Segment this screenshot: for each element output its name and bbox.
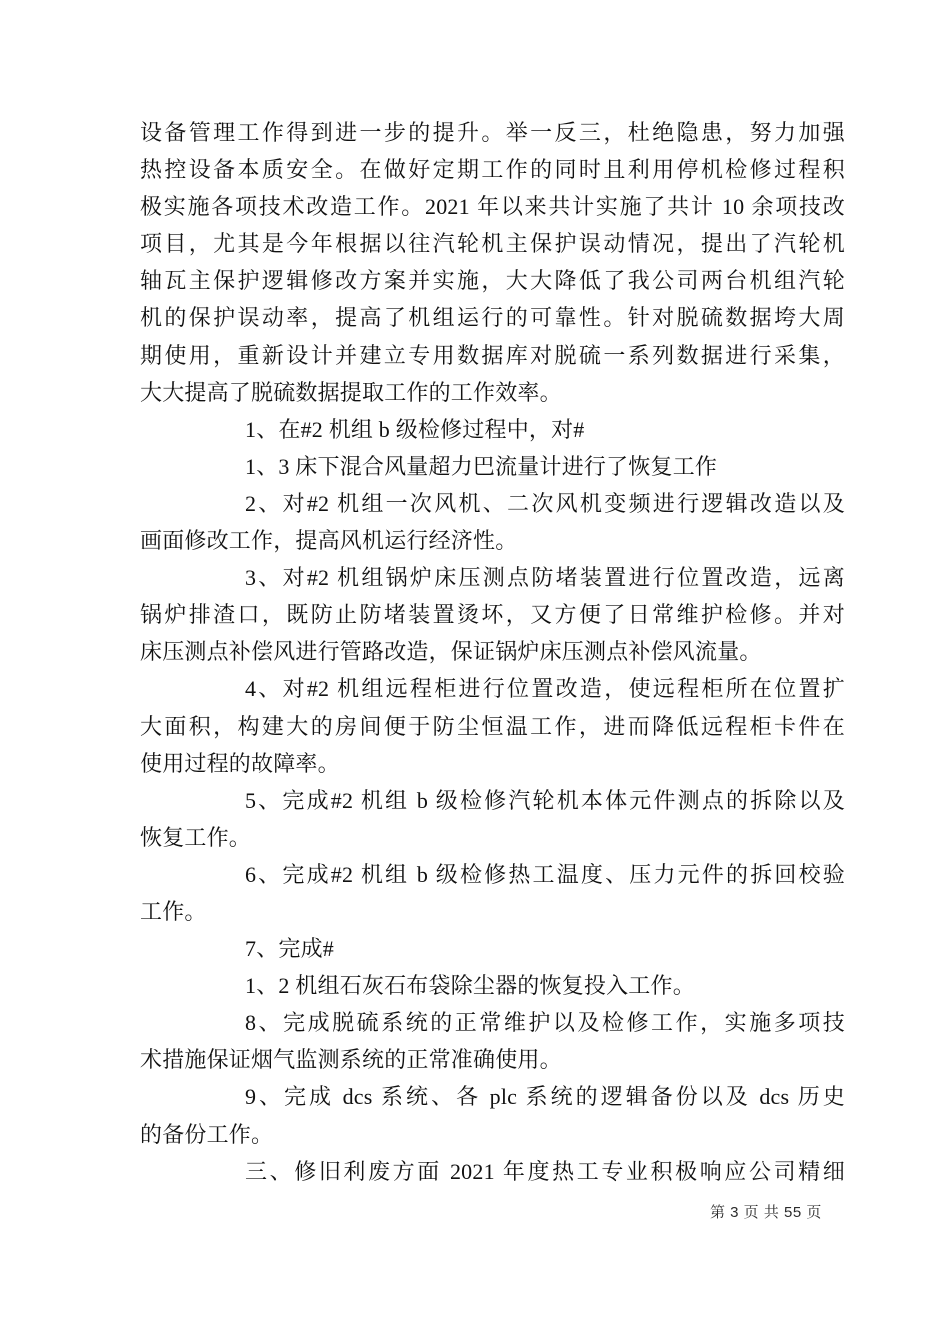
document-body — [140, 114, 845, 1190]
list-item: 9、完成 dcs 系统、各 plc 系统的逻辑备份以及 dcs 历史 — [245, 1084, 845, 1110]
page-number: 第 3 页 共 55 页 — [710, 1204, 822, 1221]
list-item: 5、完成#2 机组 b 级检修汽轮机本体元件测点的拆除以及 — [245, 787, 845, 813]
text-line: 热控设备本质安全。在做好定期工作的同时且利用停机检修过程积 — [140, 157, 845, 183]
text-line: 床压测点补偿风进行管路改造，保证锅炉床压测点补偿风流量。 — [140, 639, 762, 665]
text-line: 术措施保证烟气监测系统的正常准确使用。 — [140, 1047, 562, 1073]
text-line: 大大提高了脱硫数据提取工作的工作效率。 — [140, 379, 562, 405]
list-item: 1、2 机组石灰石布袋除尘器的恢复投入工作。 — [245, 973, 695, 999]
text-line: 极实施各项技术改造工作。2021 年以来共计实施了共计 10 余项技改 — [140, 194, 845, 220]
list-item: 6、完成#2 机组 b 级检修热工温度、压力元件的拆回校验 — [245, 861, 845, 887]
text-line: 机的保护误动率，提高了机组运行的可靠性。针对脱硫数据垮大周 — [140, 305, 845, 331]
list-item: 7、完成# — [245, 936, 335, 962]
text-line: 项目，尤其是今年根据以往汽轮机主保护误动情况，提出了汽轮机 — [140, 231, 845, 257]
text-line: 锅炉排渣口，既防止防堵装置烫坏，又方便了日常维护检修。并对 — [140, 602, 845, 628]
list-item: 8、完成脱硫系统的正常维护以及检修工作，实施多项技 — [245, 1010, 845, 1036]
list-item: 4、对#2 机组远程柜进行位置改造，使远程柜所在位置扩 — [245, 676, 845, 702]
text-line: 工作。 — [140, 898, 207, 924]
text-line: 恢复工作。 — [140, 824, 252, 850]
text-line: 的备份工作。 — [140, 1121, 274, 1147]
text-line: 大面积，构建大的房间便于防尘恒温工作，进而降低远程柜卡件在 — [140, 713, 845, 739]
list-item: 1、在#2 机组 b 级检修过程中，对# — [245, 416, 585, 442]
text-line: 期使用，重新设计并建立专用数据库对脱硫一系列数据进行采集， — [140, 342, 845, 368]
text-line: 轴瓦主保护逻辑修改方案并实施，大大降低了我公司两台机组汽轮 — [140, 268, 845, 294]
list-item: 1、3 床下混合风量超力巴流量计进行了恢复工作 — [245, 453, 718, 479]
text-line: 使用过程的故障率。 — [140, 750, 340, 776]
text-line: 画面修改工作，提高风机运行经济性。 — [140, 528, 518, 554]
list-item: 3、对#2 机组锅炉床压测点防堵装置进行位置改造，远离 — [245, 565, 845, 591]
section-heading-line: 三、修旧利废方面 2021 年度热工专业积极响应公司精细 — [245, 1158, 845, 1184]
text-line: 设备管理工作得到进一步的提升。举一反三，杜绝隐患，努力加强 — [140, 120, 845, 145]
list-item: 2、对#2 机组一次风机、二次风机变频进行逻辑改造以及 — [245, 490, 845, 516]
